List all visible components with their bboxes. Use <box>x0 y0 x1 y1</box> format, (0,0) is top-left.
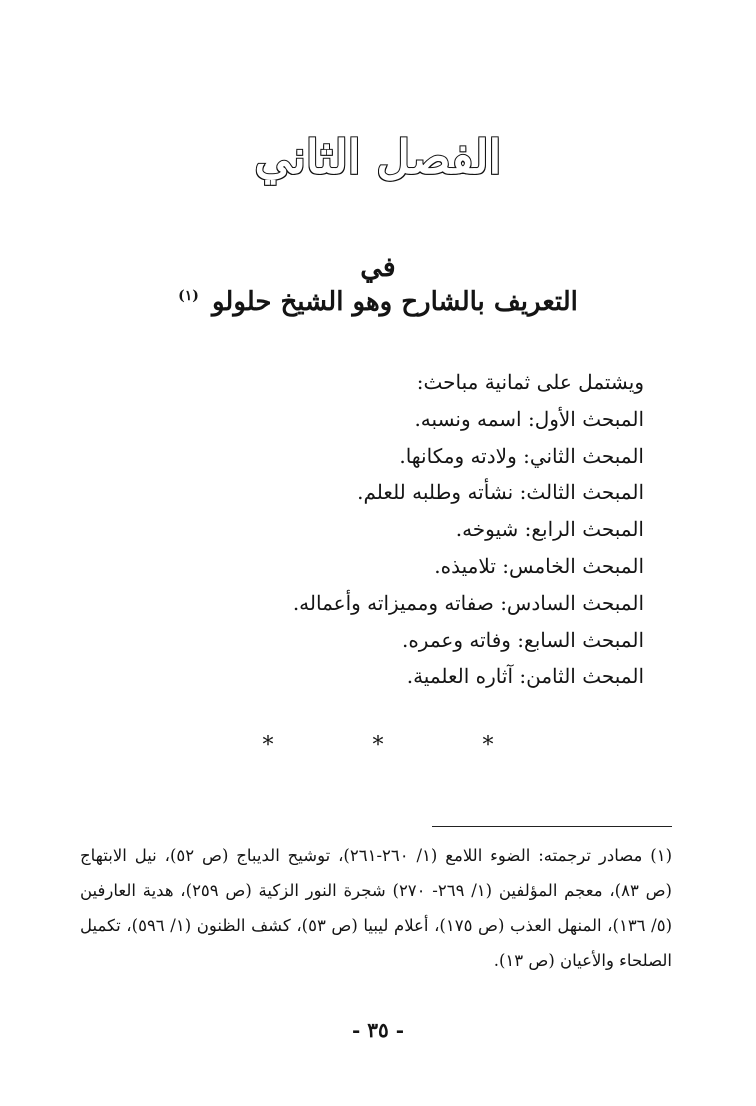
footnote-text: (١) مصادر ترجمته: الضوء اللامع (١/ ٢٦٠-٢٦١)، توشيح الديباج (ص ٥٢)، نيل الابتهاج (ص ٨٣)، معجم المؤلفين (١/ ٢٦٩- ٢٧٠) شجرة النور الزكية (ص ٢٥٩)، هدية العارفين (٥/ ١٣٦)، المنهل العذب (ص ١٧٥)، أعلام ليبيا (ص ٥٣)، كشف الظنون (١/ ٥٩٦)، تكميل الصلحاء والأعيان (ص ١٣). <box>80 846 673 970</box>
chapter-title: الفصل الثاني <box>254 130 502 184</box>
section-item: المبحث الثاني: ولادته ومكانها. <box>399 443 644 468</box>
footnote-marker: (١) <box>178 288 199 305</box>
footnote-divider <box>432 826 672 827</box>
page-number: - ٣٥ - <box>351 1018 404 1042</box>
sections-list <box>84 364 644 695</box>
section-item: المبحث الأول: اسمه ونسبه. <box>414 406 644 431</box>
section-item: المبحث الخامس: تلاميذه. <box>434 553 644 578</box>
sections-intro: ويشتمل على ثمانية مباحث: <box>416 370 644 394</box>
section-item: المبحث السابع: وفاته وعمره. <box>401 627 644 652</box>
chapter-preposition: في <box>360 252 396 283</box>
section-item: المبحث الثامن: آثاره العلمية. <box>406 664 644 689</box>
chapter-subtitle-text: التعريف بالشارح وهو الشيخ حلولو <box>211 287 578 317</box>
chapter-subtitle <box>0 286 756 319</box>
section-item: المبحث الثالث: نشأته وطلبه للعلم. <box>357 480 644 505</box>
section-item: المبحث السادس: صفاته ومميزاته وأعماله. <box>292 590 644 615</box>
section-item: المبحث الرابع: شيوخه. <box>455 517 644 542</box>
asterisk-separator: * * * <box>262 733 540 758</box>
